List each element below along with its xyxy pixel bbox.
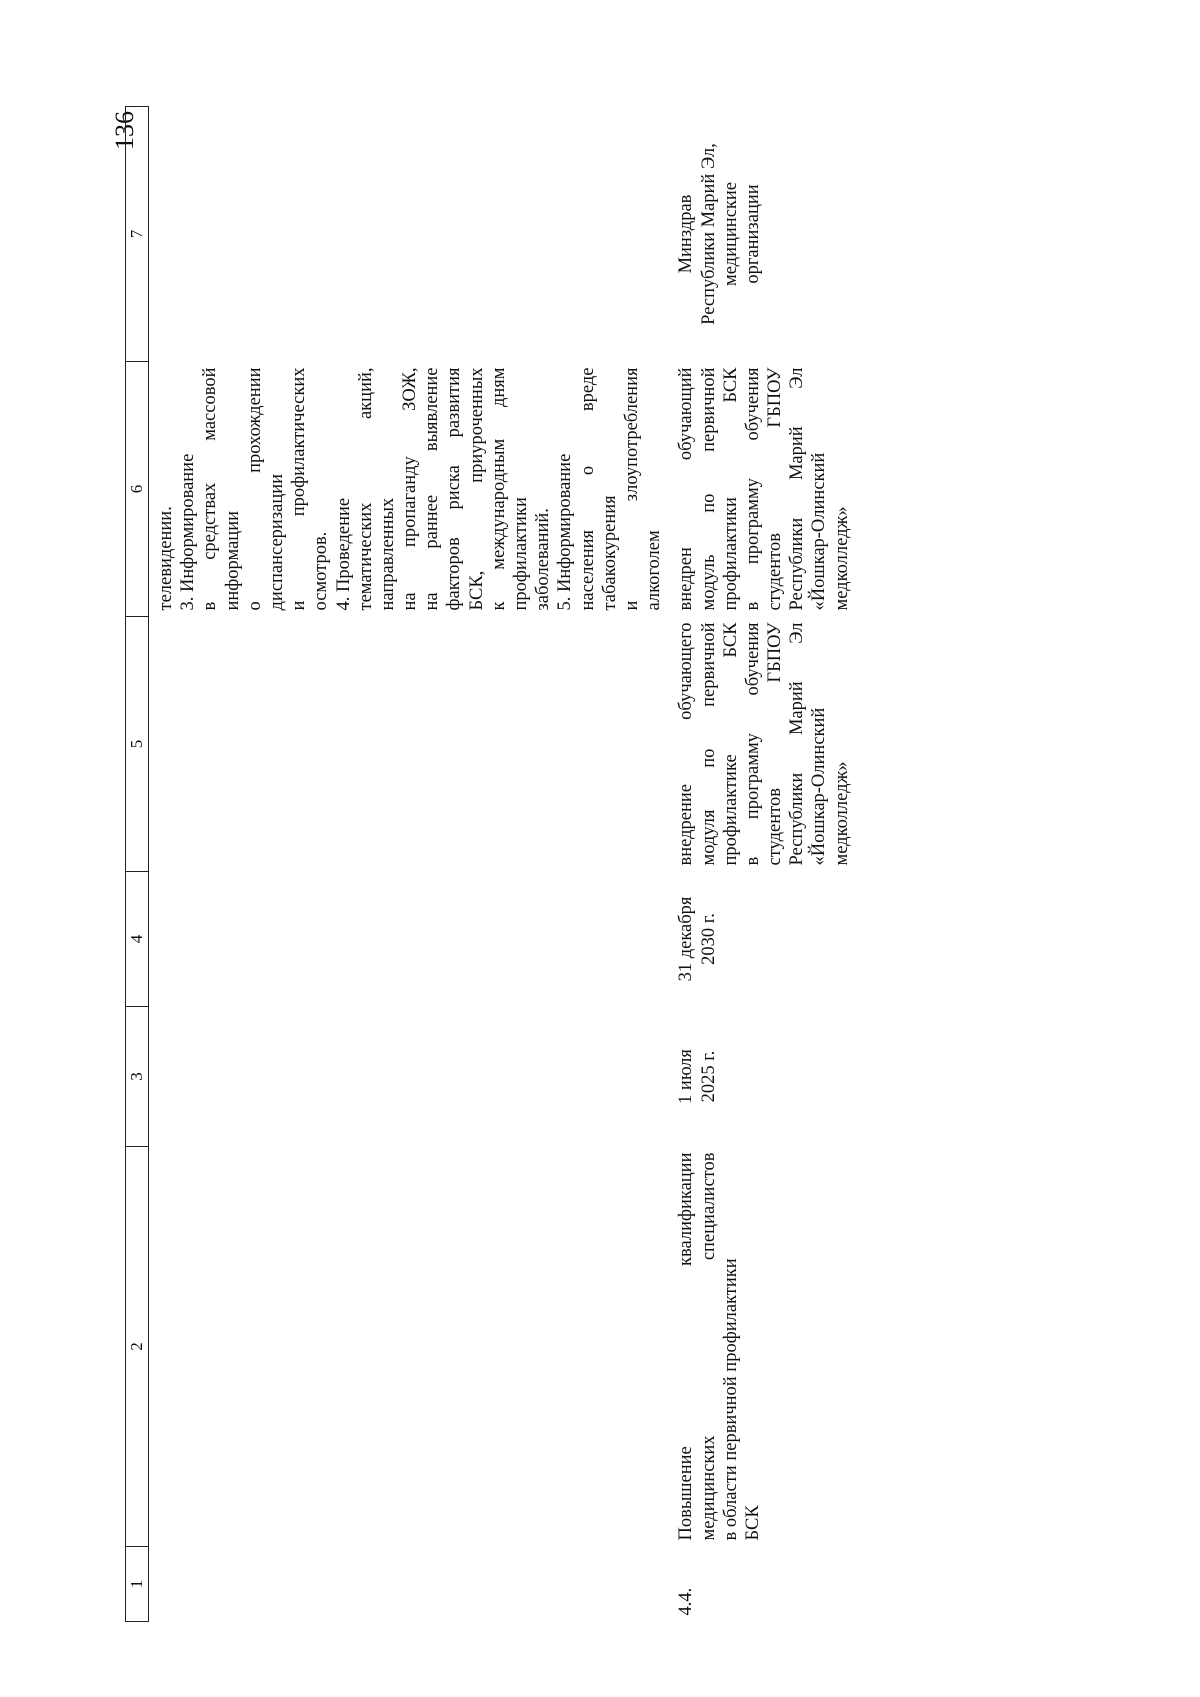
text-line: студентов ГБПОУ — [765, 367, 786, 611]
text-line: внедрение обучающего — [676, 622, 697, 866]
text-line: информации — [222, 510, 243, 611]
text-line: тематических акций, — [355, 367, 376, 611]
text-line: и злоупотребления — [621, 367, 642, 611]
text-line: «Йошкар-Олинский — [809, 707, 830, 866]
text-line: о прохождении — [244, 367, 265, 611]
text-line: «Йошкар-Олинский — [809, 452, 830, 611]
text-line: телевидении. — [156, 506, 176, 611]
text-line: алкоголем — [644, 530, 665, 611]
row-number: 4.4. — [676, 1587, 697, 1616]
text-line: 1 июля — [676, 1049, 697, 1104]
text-line: осмотров. — [311, 531, 332, 611]
end-date-cell — [673, 872, 861, 1007]
continued-activities-cell — [149, 362, 674, 617]
text-line: медколледж» — [831, 506, 852, 611]
text-line: Республики Марий Эл — [787, 367, 808, 611]
column-number: 1 — [126, 1547, 149, 1622]
text-line: БСК, приуроченных — [466, 367, 487, 611]
table-row — [673, 107, 861, 1622]
text-line: и профилактических — [289, 367, 310, 611]
responsible-cell — [673, 107, 861, 362]
text-line: 3. Информирование — [178, 453, 199, 611]
expected-result-cell — [673, 617, 861, 872]
plan-table — [125, 106, 861, 1622]
text-line: медколледж» — [831, 761, 852, 866]
text-line: организации — [742, 184, 763, 284]
column-number-row — [126, 107, 149, 1622]
text-line: 31 декабря — [676, 896, 697, 982]
text-line: к международным дням — [488, 367, 509, 611]
plan-table-wrapper — [125, 107, 861, 1622]
status-cell — [673, 362, 861, 617]
text-line: профилактики БСК — [720, 367, 741, 611]
text-line: табакокурения — [599, 495, 620, 611]
text-line: модуль по первичной — [698, 367, 719, 611]
text-line: медицинские — [720, 182, 741, 286]
column-number: 5 — [126, 617, 149, 872]
text-line: в программу обучения — [742, 622, 763, 866]
text-line: в средствах массовой — [200, 367, 221, 611]
text-line: населения о вреде — [577, 367, 598, 611]
text-line: диспансеризации — [266, 473, 287, 611]
text-line: 2030 г. — [698, 913, 719, 965]
text-line: профилактике БСК — [720, 622, 741, 866]
text-line: студентов ГБПОУ — [765, 622, 786, 866]
text-line: Повышение квалификации — [676, 1152, 697, 1541]
text-line: 2025 г. — [698, 1050, 719, 1103]
text-line: направленных — [377, 497, 398, 611]
text-line: внедрен обучающий — [676, 367, 697, 611]
text-line: медицинских специалистов — [698, 1152, 719, 1541]
text-line: на пропаганду ЗОЖ, — [400, 367, 421, 611]
text-line: профилактики — [511, 497, 531, 611]
text-line: Минздрав — [676, 194, 697, 274]
column-number: 2 — [126, 1147, 149, 1547]
column-number: 6 — [126, 362, 149, 617]
start-date-cell — [673, 1007, 861, 1147]
activity-name-cell — [673, 1147, 861, 1547]
text-line: на раннее выявление — [422, 367, 443, 611]
text-line: 4. Проведение — [333, 497, 354, 611]
text-line: факторов риска развития — [444, 367, 465, 611]
column-number: 7 — [126, 107, 149, 362]
column-number: 3 — [126, 1007, 149, 1147]
column-number: 4 — [126, 872, 149, 1007]
text-line: Республики Марий Эл — [787, 622, 808, 866]
text-line: 5. Информирование — [555, 453, 576, 611]
page-number: 136 — [110, 111, 139, 150]
text-line: модуля по первичной — [698, 622, 719, 866]
text-line: Республики Марий Эл, — [698, 143, 719, 325]
text-line: в области первичной профилактики — [720, 1258, 741, 1541]
table-row-continued — [149, 107, 674, 1622]
text-line: БСК — [742, 1505, 763, 1541]
text-line: заболеваний. — [533, 508, 554, 611]
text-line: в программу обучения — [742, 367, 763, 611]
